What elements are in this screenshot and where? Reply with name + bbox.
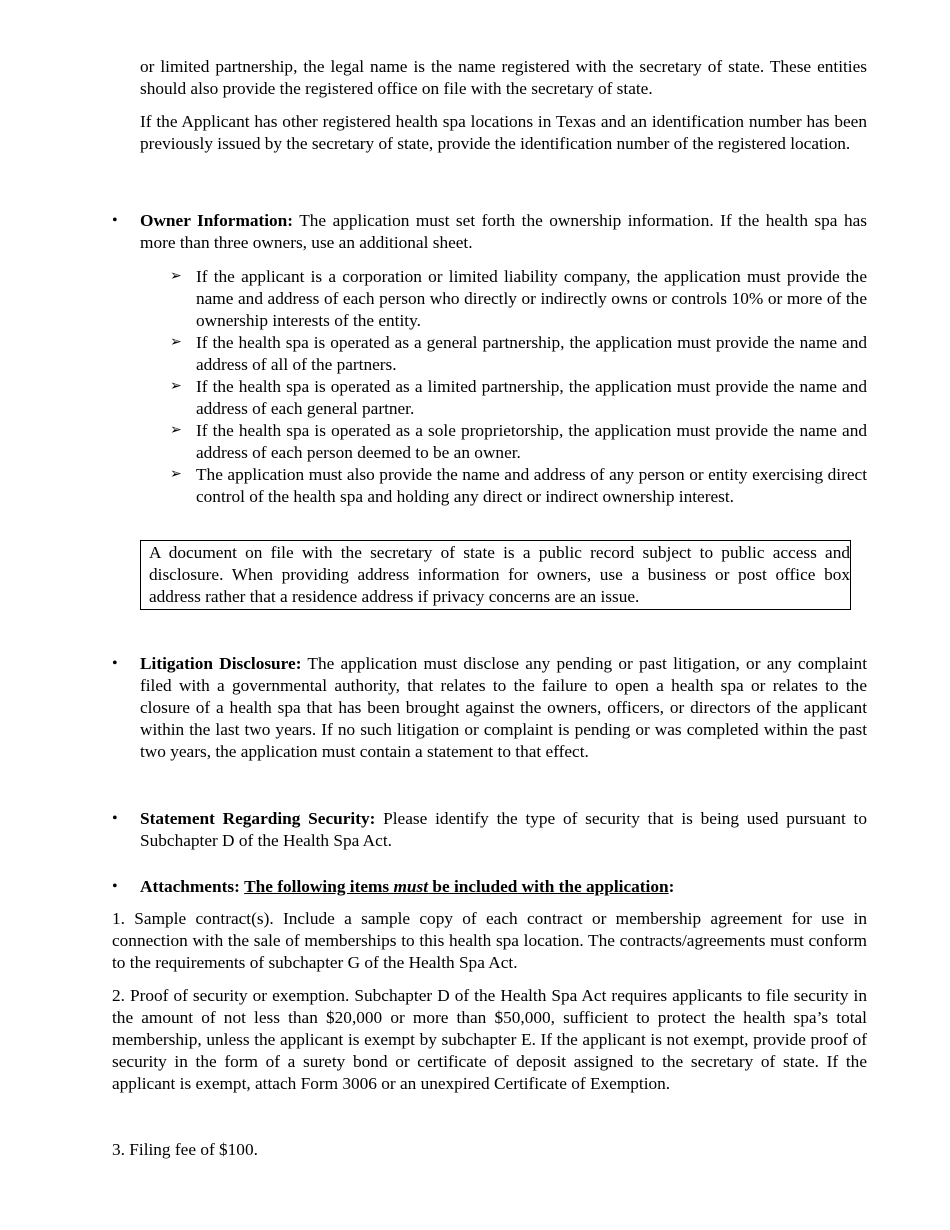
security-paragraph — [140, 808, 867, 852]
attachment-item-sample-contract: 1. Sample contract(s). Include a sample copy of each contract or membership agreement for use in connection with the sale of memberships to this health spa location. The contracts/agreements must conform to the requirements of subchapter G of the Health Spa Act. — [112, 909, 867, 972]
legal-name-paragraph: or limited partnership, the legal name is the name registered with the secretary of state. These entities should also provide the registered office on file with the secretary of state. — [140, 57, 867, 98]
owner-item-general-partnership: If the health spa is operated as a general partnership, the application must provide the name and address of all of the partners. — [196, 333, 867, 374]
arrow-bullet-icon: ➢ — [170, 467, 182, 482]
attachments-paragraph: Attachments: The following items must be included with the application: — [140, 877, 675, 896]
security-heading: Statement Regarding Security: — [140, 809, 376, 828]
bullet-icon: • — [112, 655, 118, 672]
owner-item-corporation: If the applicant is a corporation or limited liability company, the application must provide the name and address of each person who directly or indirectly owns or controls 10% or more of the ownership interests of the entity. — [196, 267, 867, 330]
attachment-item-proof-of-security: 2. Proof of security or exemption. Subchapter D of the Health Spa Act requires applicants to file security in the amount of not less than $20,000 or more than $50,000, sufficient to protect the health spa’s total membership, unless the applicant is exempt by subchapter E. If the applicant is not exempt, provide proof of security in the form of a surety bond or certificate of deposit assigned to the secretary of state. If the applicant is exempt, attach Form 3006 or an unexpired Certificate of Exemption. — [112, 986, 867, 1093]
arrow-bullet-icon: ➢ — [170, 269, 182, 284]
attachment-item-filing-fee: 3. Filing fee of $100. — [112, 1140, 258, 1159]
security-text: Please identify the type of security that is being used pursuant to Subchapter D of the Health Spa Act. — [140, 809, 867, 850]
owner-info-text: The application must set forth the ownership information. If the health spa has more than three owners, use an additional sheet. — [140, 211, 867, 252]
privacy-notice-box: A document on file with the secretary of state is a public record subject to public access and disclosure. When providing address information for owners, use a business or post office box address rather that a residence address if privacy concerns are an issue. — [140, 540, 851, 610]
owner-item-sole-proprietorship: If the health spa is operated as a sole proprietorship, the application must provide the name and address of each person deemed to be an owner. — [196, 421, 867, 462]
owner-item-limited-partnership: If the health spa is operated as a limited partnership, the application must provide the name and address of each general partner. — [196, 377, 867, 418]
owner-info-heading: Owner Information: — [140, 211, 294, 230]
bullet-icon: • — [112, 810, 118, 827]
owner-info-paragraph — [140, 210, 867, 254]
litigation-paragraph — [140, 653, 867, 763]
attachments-heading: Attachments: — [140, 877, 240, 896]
arrow-bullet-icon: ➢ — [170, 379, 182, 394]
bullet-icon: • — [112, 878, 118, 895]
arrow-bullet-icon: ➢ — [170, 335, 182, 350]
owner-item-direct-control: The application must also provide the name and address of any person or entity exercising direct control of the health spa and holding any direct or indirect ownership interest. — [196, 465, 867, 506]
other-locations-paragraph: If the Applicant has other registered health spa locations in Texas and an identification number has been previously issued by the secretary of state, provide the identification number of the registered location. — [140, 112, 867, 153]
attachments-required-note: The following items must be included with the application — [244, 877, 669, 896]
litigation-text: The application must disclose any pending or past litigation, or any complaint filed with a governmental authority, that relates to the failure to open a health spa or relates to the closure of a health spa that has been brought against the owners, officers, or directors of the applicant within the last two years. If no such litigation or complaint is pending or was completed within the past two years, the application must contain a statement to that effect. — [140, 654, 867, 761]
litigation-heading: Litigation Disclosure: — [140, 654, 302, 673]
arrow-bullet-icon: ➢ — [170, 423, 182, 438]
bullet-icon: • — [112, 212, 118, 229]
